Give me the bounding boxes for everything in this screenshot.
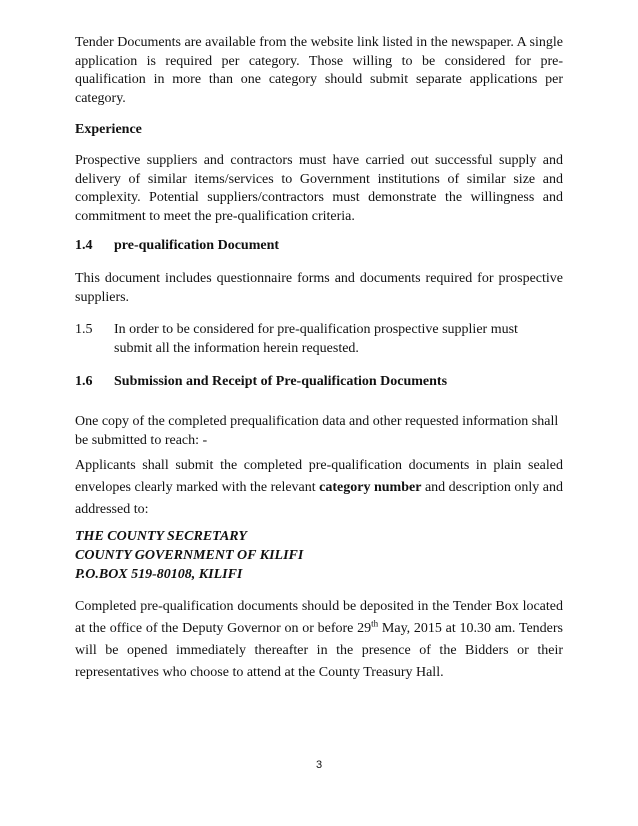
address-line-2: COUNTY GOVERNMENT OF KILIFI <box>75 548 304 563</box>
section-title: Submission and Receipt of Pre-qualification Documents <box>114 374 448 389</box>
closing-text-end: May, 2015 at 10.30 am. Tenders will be opened immediately thereafter in the presence of the Bidders or their representatives who choose to attend at the County Treasury Hall. <box>75 621 563 680</box>
section-text: In order to be considered for pre-qualification prospective supplier must submit all the information herein requested. <box>114 322 518 356</box>
envelope-paragraph <box>75 455 563 521</box>
envelope-text-end: and description only and addressed to: <box>75 480 563 517</box>
address-line-3: P.O.BOX 519-80108, KILIFI <box>75 567 243 582</box>
experience-paragraph: Prospective suppliers and contractors must have carried out successful supply and delivery of similar items/services to Government institutions of similar size and complexity. Potential suppliers/contractors must demonstrate the willingness and commitment to meet the pre-qualification criteria. <box>75 153 563 224</box>
intro-paragraph: Tender Documents are available from the website link listed in the newspaper. A single application is required per category. Those willing to be considered for pre-qualification in more than one category should submit separate applications per category. <box>75 35 563 106</box>
section-1-4-paragraph: This document includes questionnaire forms and documents required for prospective suppliers. <box>75 271 563 305</box>
section-number: 1.5 <box>75 322 93 337</box>
section-number: 1.4 <box>75 238 93 253</box>
section-title: pre-qualification Document <box>114 238 280 253</box>
experience-heading: Experience <box>75 122 142 137</box>
closing-paragraph <box>75 596 563 684</box>
closing-text: Completed pre-qualification documents should be deposited in the Tender Box located at the office of the Deputy Governor on or before 29 <box>75 599 563 636</box>
envelope-text: Applicants shall submit the completed pre-qualification documents in plain sealed envelopes clearly marked with the relevant <box>75 458 563 495</box>
section-number: 1.6 <box>75 374 93 389</box>
page-number: 3 <box>315 759 323 771</box>
submission-paragraph: One copy of the completed prequalification data and other requested information shall be submitted to reach: - <box>75 414 559 448</box>
category-number-emphasis: category number <box>319 480 422 495</box>
ordinal-suffix: th <box>371 618 379 629</box>
address-line-1: THE COUNTY SECRETARY <box>75 529 247 544</box>
